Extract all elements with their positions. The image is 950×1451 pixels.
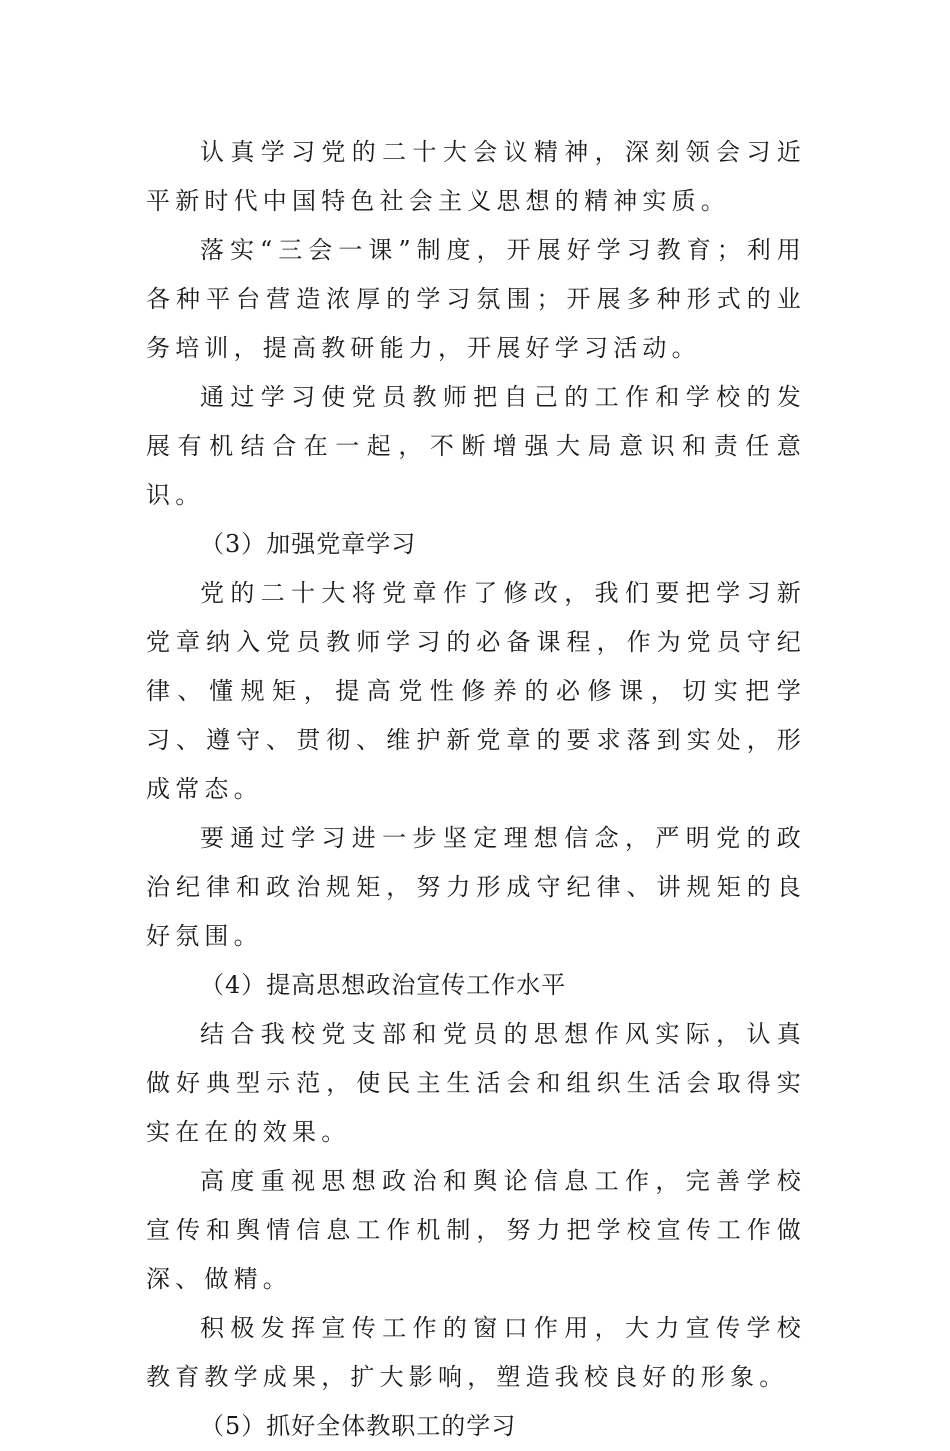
paragraph: 落实“三会一课”制度，开展好学习教育；利用各种平台营造浓厚的学习氛围；开展多种形式的业务培训，提高教研能力，开展好学习活动。 bbox=[146, 236, 806, 362]
paragraph: 高度重视思想政治和舆论信息工作，完善学校宣传和舆情信息工作机制，努力把学校宣传工作做深、做精。 bbox=[146, 1167, 806, 1293]
paragraph: 认真学习党的二十大会议精神，深刻领会习近平新时代中国特色社会主义思想的精神实质。 bbox=[146, 138, 806, 215]
section-heading: （5）抓好全体教职工的学习 bbox=[200, 1412, 517, 1440]
section-heading: （3）加强党章学习 bbox=[200, 530, 417, 558]
paragraph: 党的二十大将党章作了修改，我们要把学习新党章纳入党员教师学习的必备课程，作为党员守纪律、懂规矩，提高党性修养的必修课，切实把学习、遵守、贯彻、维护新党章的要求落到实处，形成常态。 bbox=[146, 579, 806, 803]
paragraph: 通过学习使党员教师把自己的工作和学校的发展有机结合在一起，不断增强大局意识和责任意识。 bbox=[146, 383, 806, 509]
document-body bbox=[146, 128, 806, 1451]
paragraph: 要通过学习进一步坚定理想信念，严明党的政治纪律和政治规矩，努力形成守纪律、讲规矩的良好氛围。 bbox=[146, 824, 806, 950]
section-heading: （4）提高思想政治宣传工作水平 bbox=[200, 971, 567, 999]
paragraph: 积极发挥宣传工作的窗口作用，大力宣传学校教育教学成果，扩大影响，塑造我校良好的形象。 bbox=[146, 1314, 806, 1391]
paragraph: 结合我校党支部和党员的思想作风实际，认真做好典型示范，使民主生活会和组织生活会取得实实在在的效果。 bbox=[146, 1020, 806, 1146]
